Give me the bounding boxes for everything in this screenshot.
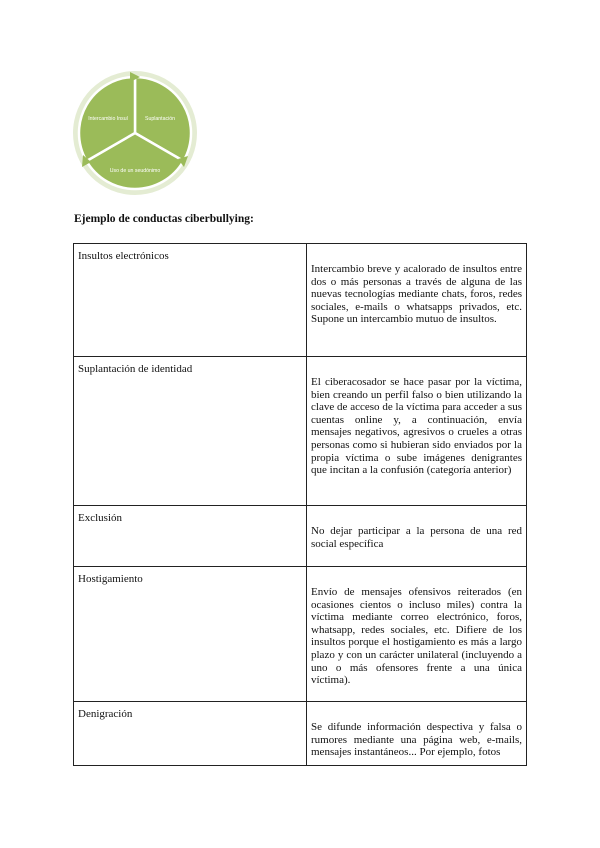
diagram-label-intercambio: Intercambio Insul xyxy=(88,116,128,122)
definition-cell: Se difunde información despectiva y falsa o rumores mediante una página web, e-mails, mensajes instantáneos... Por ejemplo, fotos xyxy=(307,702,527,766)
definition-cell: Envío de mensajes ofensivos reiterados (en ocasiones cientos o incluso miles) contra la víctima mediante correo electrónico, foros, whatsapp, redes sociales, etc. Difiere de los insultos porque el hostigamiento es más a largo plazo y con un carácter unilateral (incluyendo a uno o más ofensores frente a una única víctima). xyxy=(307,567,527,702)
table-row xyxy=(74,702,527,766)
term-cell: Denigración xyxy=(74,702,307,766)
definition-cell: No dejar participar a la persona de una red social específica xyxy=(307,506,527,567)
diagram-label-suplantacion: Suplantación xyxy=(145,116,175,122)
cycle-diagram xyxy=(70,68,200,198)
diagram-label-seudonimo: Uso de un seudónimo xyxy=(109,168,161,174)
table-row xyxy=(74,506,527,567)
definition-cell: El ciberacosador se hace pasar por la víctima, bien creando un perfil falso o bien utilizando la clave de acceso de la víctima para acceder a sus cuentas online y, a continuación, envía mensajes negativos, agresivos o crueles a otras personas como si hubieran sido enviados por la propia víctima o sube imágenes denigrantes que incitan a la confusión (categoría anterior) xyxy=(307,357,527,506)
section-heading: Ejemplo de conductas ciberbullying: xyxy=(74,213,254,225)
term-cell: Suplantación de identidad xyxy=(74,357,307,506)
cycle-diagram-graphic xyxy=(70,68,200,198)
table-row xyxy=(74,244,527,357)
table-row xyxy=(74,357,527,506)
term-cell: Hostigamiento xyxy=(74,567,307,702)
definition-cell: Intercambio breve y acalorado de insultos entre dos o más personas a través de alguna de las nuevas tecnologías mediante chats, foros, redes sociales, e-mails o whatsapps privados, etc. Supone un intercambio mutuo de insultos. xyxy=(307,244,527,357)
conducts-table xyxy=(73,243,527,766)
term-cell: Insultos electrónicos xyxy=(74,244,307,357)
term-cell: Exclusión xyxy=(74,506,307,567)
table-row xyxy=(74,567,527,702)
